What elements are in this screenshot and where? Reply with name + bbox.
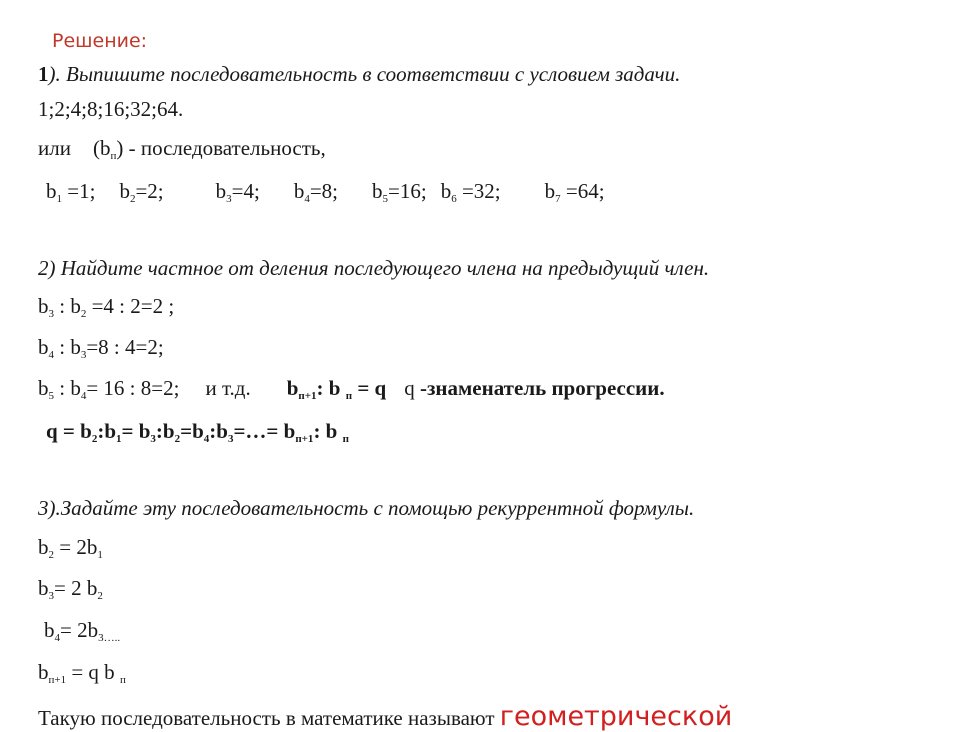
solution-heading: Решение: <box>52 30 148 52</box>
recurrence-general: $b_{п+1} = q$ b $_п$ <box>38 660 126 686</box>
step1-text: ). Выпишите последовательность в соответствии с условием задачи. <box>48 62 681 86</box>
step3-instruction: 3).Задайте эту последовательность с помощью рекуррентной формулы. <box>38 496 695 520</box>
recurrence-2: $b_3= 2$ $b_2$ <box>38 576 103 602</box>
recurrence-1: $b_2 = 2b_1$ <box>38 535 103 561</box>
recurrence-3: $b_4= 2b_{3\dots..}$ <box>44 618 121 644</box>
term-1: $b_1 =1$; <box>46 179 96 205</box>
step2-instruction: 2) Найдите частное от деления последующего члена на предыдущий член. <box>38 256 710 280</box>
etc-text: и т.д. <box>205 376 251 400</box>
term-4: $b_4=8$; <box>293 179 338 205</box>
ratio-line-3: $b_5$ : $b_4= 16$ : 8=2; и т.д. $b_{п+1}$: b $_п$ = q q -знаменатель прогрессии. <box>38 376 665 402</box>
q-symbol: q <box>404 376 415 400</box>
sequence-values: 1;2;4;8;16;32;64. <box>38 97 184 121</box>
terms-list <box>46 179 605 205</box>
term-7: $b_7 =64$; <box>544 179 605 205</box>
b-letter: (b <box>92 136 111 160</box>
ratio-definition: -знаменатель прогрессии. <box>419 376 665 400</box>
ratio-general: $b_{п+1}$: b $_п$ = q <box>286 376 387 402</box>
term-2: $b_2=2$; <box>119 179 164 205</box>
ratio-line-2: $b_4$ : $b_3=8$ : 4=2; <box>38 335 164 361</box>
b-subscript: п <box>110 150 117 162</box>
footer-text: Такую последовательность в математике называют <box>38 706 500 730</box>
term-5: $b_5=16$; <box>372 179 427 205</box>
ratio-chain: $q = b_2:b_1=$ $b_3:b_2=b_4:b_3=\dots= b_{п+1}$: b $_п$ <box>46 419 349 445</box>
b-rest: ) - последовательность, <box>116 136 326 160</box>
step1-instruction <box>38 64 680 85</box>
step1-number: 1 <box>38 62 49 86</box>
ratio-line-1: $b_3$ : $b_2 =4$ : 2=2 ; <box>38 294 175 320</box>
term-6: $b_6 =32$; <box>440 179 501 205</box>
sequence-definition <box>38 136 326 162</box>
footer-highlight: геометрической <box>499 701 733 732</box>
term-3: $b_3=4$; <box>215 179 260 205</box>
footer-statement <box>38 703 732 730</box>
or-text: или <box>38 136 71 160</box>
